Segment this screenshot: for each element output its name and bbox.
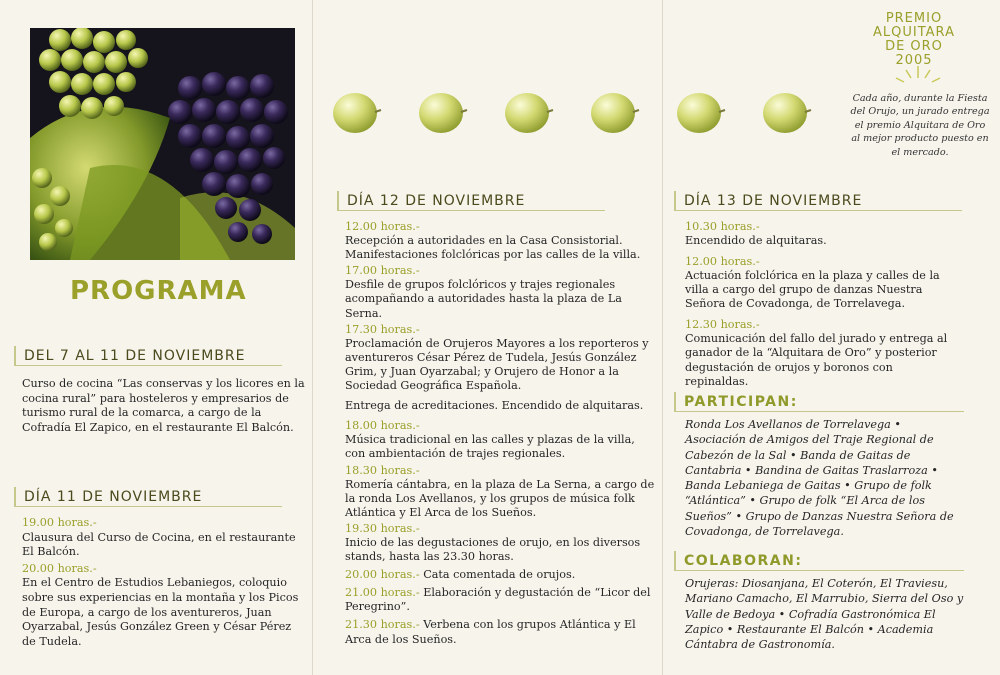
event-desc: Elaboración y degustación de “Licor del Peregrino”. <box>345 586 651 614</box>
event-time: 19.00 horas.- <box>22 516 97 529</box>
grape-icon <box>419 93 467 133</box>
event-desc: Música tradicional en las calles y plazas de la villa, con ambientación de trajes regionales. <box>345 433 635 461</box>
event-desc: Verbena con los grupos Atlántica y El Arca de los Sueños. <box>345 618 636 646</box>
event-desc: Actuación folclórica en la plaza y calles de la villa a cargo del grupo de danzas Nuestra Señora de Covadonga, de Torrelavega. <box>685 268 940 311</box>
section-header-7-11-nov: DEL 7 AL 11 DE NOVIEMBRE <box>14 346 282 366</box>
event-item <box>685 255 955 312</box>
award-description: Cada año, durante la Fiesta del Orujo, un jurado entrega el premio Alquitara de Oro al mejor producto puesto en el mercado. <box>850 93 990 158</box>
event-desc: Desfile de grupos folclóricos y trajes regionales acompañando a autoridades hasta la plaza de La Serna. <box>345 278 622 320</box>
award-title: PREMIO ALQUITARA DE ORO 2005 <box>873 11 955 68</box>
grape-icon <box>333 93 381 133</box>
event-item <box>345 586 657 614</box>
event-desc: Encendido de alquitaras. <box>685 234 827 248</box>
event-time: 18.30 horas.- <box>345 463 420 477</box>
event-item <box>345 399 657 413</box>
event-desc: Cata comentada de orujos. <box>423 568 576 582</box>
event-item <box>345 464 657 520</box>
event-desc: Proclamación de Orujeros Mayores a los reporteros y aventureros César Pérez de Tudela, Jesús González Grim, y Juan Oyarzabal; y Orujero de Honor a la Sociedad Geográfica Española. <box>345 336 649 393</box>
event-time: 12.30 horas.- <box>685 317 760 331</box>
colaboran-header: COLABORAN: <box>674 551 964 571</box>
event-desc: En el Centro de Estudios Lebaniegos, coloquio sobre sus experiencias en la montaña y los Picos de Europa, a cargo de los aventureros, Juan Oyarzabal, Jesús González Green y César Pérez de Tudela. <box>22 576 299 648</box>
grape-icon <box>677 93 725 133</box>
event-desc: Recepción a autoridades en la Casa Consistorial. Manifestaciones folclóricas por las calles de la villa. <box>345 234 641 262</box>
event-item <box>345 618 657 646</box>
event-desc: Inicio de las degustaciones de orujo, en los diversos stands, hasta las 23.30 horas. <box>345 535 641 564</box>
event-item <box>22 562 307 650</box>
programa-title: PROGRAMA <box>70 276 247 306</box>
event-item <box>685 220 955 249</box>
event-item <box>685 318 955 389</box>
event-time: 12.00 horas.- <box>345 220 420 233</box>
event-item <box>345 264 657 320</box>
event-item <box>345 323 657 393</box>
event-time: 17.30 horas.- <box>345 322 420 336</box>
section-header-11-nov: DÍA 11 DE NOVIEMBRE <box>14 487 282 507</box>
event-time: 20.00 horas.- <box>345 568 420 582</box>
event-time: 21.30 horas.- <box>345 618 420 632</box>
event-time: 20.00 horas.- <box>22 561 97 575</box>
grape-icon <box>591 93 639 133</box>
event-time: 12.00 horas.- <box>685 254 760 268</box>
event-desc: Entrega de acreditaciones. Encendido de alquitaras. <box>345 399 644 413</box>
grape-decoration-row <box>328 88 828 138</box>
grapes-photo <box>30 28 295 260</box>
event-time: 10.30 horas.- <box>685 220 760 233</box>
event-desc: Comunicación del fallo del jurado y entrega al ganador de la “Alquitara de Oro” y posterior degustación de orujos y boronos con repinaldas. <box>685 332 948 388</box>
event-desc: Clausura del Curso de Cocina, en el restaurante El Balcón. <box>22 530 296 559</box>
cooking-course-text: Curso de cocina “Las conservas y los licores en la cocina rural” para hosteleros y empresarios de turismo rural de la comarca, a cargo de la Cofradía El Zapico, en el restaurante El Balcón. <box>22 377 305 434</box>
event-item <box>345 220 657 262</box>
event-time: 19.30 horas.- <box>345 521 420 535</box>
grape-icon <box>505 93 553 133</box>
col1-events <box>22 516 307 651</box>
event-item <box>345 419 657 461</box>
event-item <box>345 568 657 582</box>
event-time: 21.00 horas.- <box>345 586 420 600</box>
event-time: 17.00 horas.- <box>345 264 420 278</box>
colaboran-text: Orujeras: Diosanjana, El Coterón, El Traviesu, Mariano Camacho, El Marrubio, Sierra del Oso y Valle de Bedoya • Cofradía Gastronómica El Zapico • Restaurante El Balcón • Academia Cántabra de Gastronomía. <box>685 577 964 652</box>
section-header-12-nov: DÍA 12 DE NOVIEMBRE <box>337 191 605 211</box>
participan-header: PARTICIPAN: <box>674 392 964 412</box>
col3-events <box>685 220 955 391</box>
event-item <box>345 522 657 564</box>
col2-events <box>345 220 657 649</box>
event-item <box>22 516 307 560</box>
grape-icon <box>763 93 811 133</box>
event-desc: Romería cántabra, en la plaza de La Serna, a cargo de la ronda Los Avellanos, y los grupos de música folk Atlántica y El Arca de los Sueños. <box>345 477 655 519</box>
event-time: 18.00 horas.- <box>345 419 420 433</box>
fold-line <box>312 0 313 675</box>
section-header-13-nov: DÍA 13 DE NOVIEMBRE <box>674 191 962 211</box>
participan-text: Ronda Los Avellanos de Torrelavega • Asociación de Amigos del Traje Regional de Cabezón de la Sal • Banda de Gaitas de Cantabria • Bandina de Gaitas Traslarroza • Banda Lebaniega de Gaitas • Grupo de folk “Atlántica” • Grupo de folk “El Arca de los Sueños” • Grupo de Danzas Nuestra Señora de Covadonga, de Torrelavega. <box>685 418 954 539</box>
sparkle-icon <box>888 62 948 88</box>
